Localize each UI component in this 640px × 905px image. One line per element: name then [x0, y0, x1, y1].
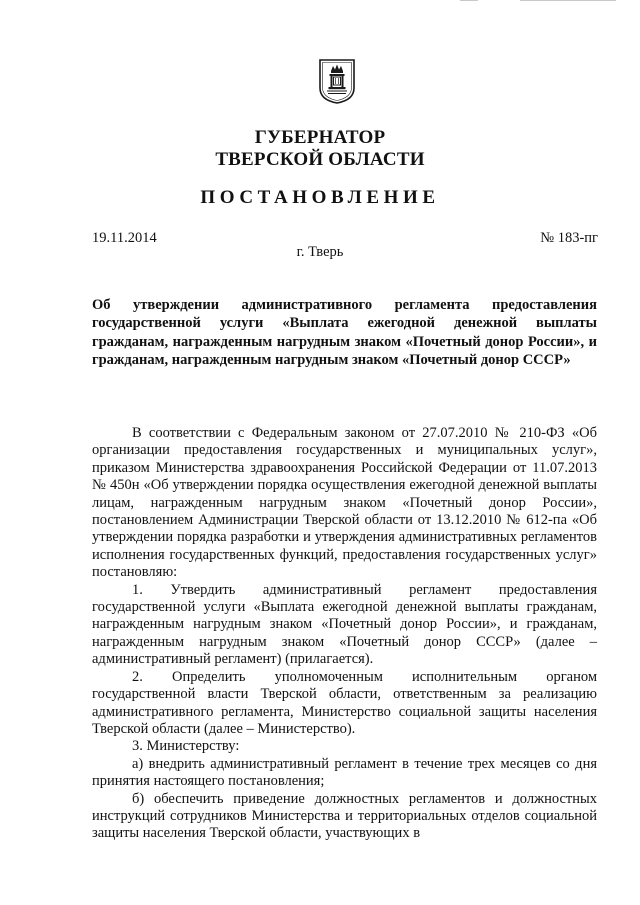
document-number: № 183-пг: [540, 230, 598, 246]
document-body: [92, 425, 597, 843]
body-paragraph: 3. Министерству:: [132, 738, 240, 755]
body-paragraph: б) обеспечить приведение должностных регламентов и должностных инструкций сотрудников Министерства и территориальных отделов социальной защиты населения Тверской области, участвующих в: [92, 790, 597, 842]
issuer-title: ГУБЕРНАТОР: [254, 127, 386, 148]
document-date: 19.11.2014: [92, 230, 157, 246]
document-heading: Об утверждении административного регламента предоставления государственной услуги «Выплата ежегодной денежной выплаты гражданам, награжденным нагрудным знаком «Почетный донор России», и гражданам, награжденным нагрудным знаком «Почетный донор СССР»: [92, 297, 597, 369]
scan-artifact: [460, 0, 620, 3]
body-paragraph: 2. Определить уполномоченным исполнительным органом государственной власти Тверской области, ответственным за реализацию административного регламента, Министерство социальной защиты населения Тверской области (далее – Министерство).: [92, 668, 597, 737]
body-paragraph: а) внедрить административный регламент в течение трех месяцев со дня принятия настоящего постановления;: [92, 755, 597, 790]
tver-coat-of-arms-icon: [318, 58, 356, 105]
body-paragraph: В соответствии с Федеральным законом от 27.07.2010 № 210-ФЗ «Об организации предоставления государственных и муниципальных услуг», приказом Министерства здравоохранения Российской Федерации от 11.07.2013 № 450н «Об утверждении порядка осуществления ежегодной денежной выплаты лицам, награжденным нагрудным знаком «Почетный донор России», постановлением Администрации Тверской области от 13.12.2010 № 612-па «Об утверждении порядка разработки и утверждения административных регламентов исполнения государственных функций, предоставления государственных услуг» постановляю:: [92, 425, 597, 581]
document-type: ПОСТАНОВЛЕНИЕ: [200, 187, 440, 208]
document-city: г. Тверь: [296, 244, 344, 260]
issuer-region: ТВЕРСКОЙ ОБЛАСТИ: [215, 149, 425, 170]
body-paragraph: 1. Утвердить административный регламент предоставления государственной услуги «Выплата ежегодной денежной выплаты гражданам, награжденным нагрудным знаком «Почетный донор России», и гражданам, награжденным нагрудным знаком «Почетный донор СССР» (далее – административный регламент) (прилагается).: [92, 581, 597, 668]
